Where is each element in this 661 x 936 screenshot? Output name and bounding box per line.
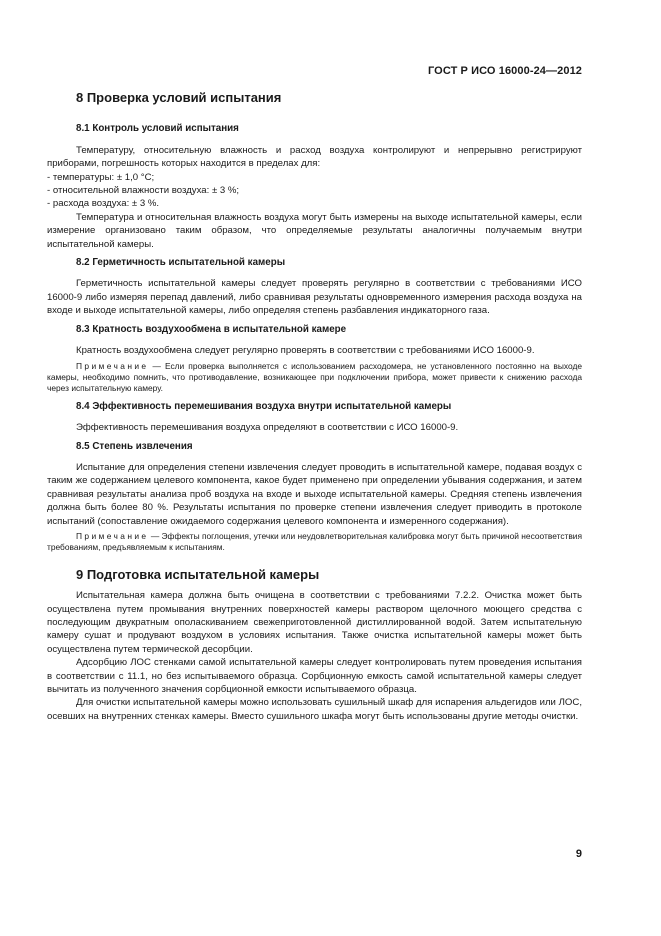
page-number: 9 [575, 848, 582, 860]
list-item-humidity: - относительной влажности воздуха: ± 3 %; [47, 185, 240, 197]
subsection-8-4-heading: 8.4 Эффективность перемешивания воздуха внутри испытательной камеры [76, 400, 452, 412]
note-text: — Эффекты поглощения, утечки или неудовлетворительная калибровка могут быть причиной несоответствия требованиям, предъявляемым к испытаниям. [47, 530, 582, 553]
paragraph-8-2: Герметичность испытательной камеры следует проверять регулярно в соответствии с требованиями ИСО 16000-9 либо измеряя перепад давлений, либо сравнивая результаты одновременного измерения расхода воздуха на входе и выходе испытательной камеры, либо определяя степень разбавления индикаторного газа. [47, 278, 582, 317]
note-label: Примечание [76, 360, 149, 371]
subsection-8-2-heading: 8.2 Герметичность испытательной камеры [76, 257, 286, 269]
list-item-airflow: - расхода воздуха: ± 3 %. [47, 198, 160, 210]
document-code: ГОСТ Р ИСО 16000-24—2012 [427, 65, 582, 77]
page-content [47, 91, 582, 723]
note-8-3 [47, 361, 582, 395]
section-9-heading: 9 Подготовка испытательной камеры [76, 566, 320, 582]
paragraph-8-1-measurement: Температура и относительная влажность воздуха могут быть измерены на выходе испытательной камеры, если измерение организовано таким образом, что определяемые результаты аналогичны получаемым внутри испытательной камеры. [47, 211, 582, 250]
paragraph-9-cleaning: Испытательная камера должна быть очищена в соответствии с требованиями 7.2.2. Очистка может быть осуществлена путем промывания внутренних поверхностей камеры раствором щелочного моющего средства с последующим двукратным ополаскиванием свежеприготовленной дистиллированной водой. Затем испытательную камеру сушат и продувают воздухом в условиях испытания. Также очистка испытательной камеры может быть осуществлена путем термической десорбции. [47, 590, 582, 655]
note-label: Примечание [76, 530, 149, 541]
list-item-temperature: - температуры: ± 1,0 °С; [47, 171, 155, 183]
paragraph-9-oven: Для очистки испытательной камеры можно использовать сушильный шкаф для испарения альдегидов или ЛОС, осевших на внутренних стенках камеры. Вместо сушильного шкафа могут быть использованы другие методы очистки. [47, 697, 582, 722]
section-8-heading: 8 Проверка условий испытания [76, 90, 282, 105]
paragraph-8-3: Кратность воздухообмена следует регулярно проверять в соответствии с требованиями ИСО 16000-9. [76, 345, 535, 357]
paragraph-8-5: Испытание для определения степени извлечения следует проводить в испытательной камере, подавая воздух с таким же содержанием целевого компонента, какое будет применено при определении убывания содержания, и затем сравнивая результаты анализа проб воздуха на входе и выходе испытательной камеры. Средняя степень извлечения должна быть более 80 %. Результаты испытания по проверке степени извлечения следует приводить в протоколе испытаний (сопоставление ожидаемого содержания целевого компонента и измеренного содержания). [47, 461, 582, 527]
paragraph-8-1-intro: Температуру, относительную влажность и расход воздуха контролируют и непрерывно регистрируют приборами, погрешность которых находится в пределах для: [47, 144, 582, 170]
subsection-8-1-heading: 8.1 Контроль условий испытания [76, 123, 239, 135]
paragraph-9-adsorption: Адсорбцию ЛОС стенками самой испытательной камеры следует контролировать путем проведения испытания в соответствии с 11.1, но без испытываемого образца. Сорбционную емкость самой испытательной камеры следует вычитать из полученного значения сорбционной емкости испытываемого образца. [47, 657, 582, 696]
subsection-8-5-heading: 8.5 Степень извлечения [76, 440, 193, 452]
paragraph-8-4: Эффективность перемешивания воздуха определяют в соответствии с ИСО 16000-9. [76, 422, 459, 434]
note-text: — Если проверка выполняется с использованием расходомера, не установленного постоянно на выходе камеры, необходимо помнить, что противодавление, возникающее при подключении прибора, может привести к снижению расхода через испытательную камеру. [47, 360, 582, 394]
note-8-5 [47, 531, 582, 554]
subsection-8-3-heading: 8.3 Кратность воздухообмена в испытательной камере [76, 323, 347, 335]
